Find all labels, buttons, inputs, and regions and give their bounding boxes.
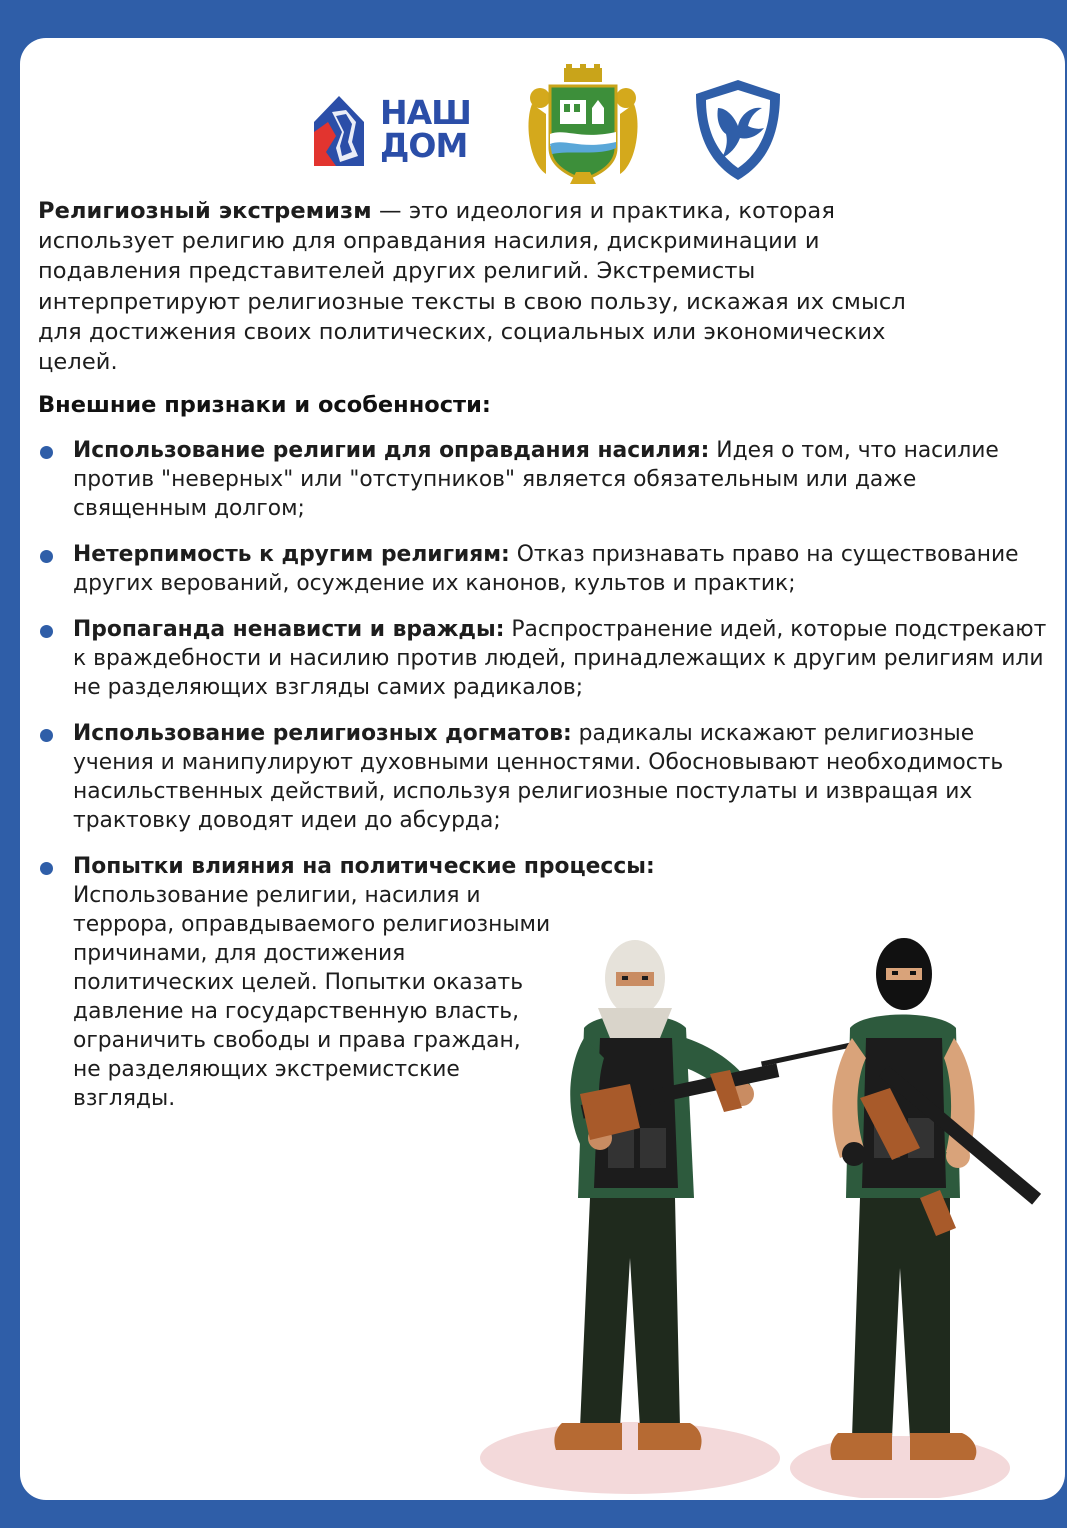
list-item	[38, 615, 1053, 702]
list-item	[38, 540, 1053, 598]
intro-paragraph	[38, 196, 938, 377]
nashdom-logo	[306, 92, 471, 172]
logo-bar	[20, 64, 1065, 194]
shield-dove-icon	[692, 78, 784, 182]
section-title: Внешние признаки и особенности:	[38, 392, 491, 418]
list-item	[38, 719, 1053, 835]
bullet-icon	[40, 729, 53, 742]
feature-text: радикалы искажают религиозные учения и манипулируют духовными ценностями. Обосновывают необходимость насильственных действий, используя религиозные постулаты и извращая их трактовку доводят идеи до абсурда;	[73, 721, 1004, 833]
intro-definition: — это идеология и практика, которая использует религию для оправдания насилия, дискриминации и подавления представителей других религий. Экстремисты интерпретируют религиозные тексты в свою пользу, искажая их смысл для достижения своих политических, социальных или экономических целей.	[38, 198, 906, 376]
armed-militants-illustration	[480, 898, 1065, 1498]
bullet-icon	[40, 862, 53, 875]
feature-text: Отказ признавать право на существование других верований, осуждение их канонов, культов и практик;	[73, 542, 1019, 596]
intro-term: Религиозный экстремизм	[38, 198, 372, 224]
nashdom-line1: НАШ	[380, 93, 471, 132]
nashdom-line2: ДОМ	[380, 126, 468, 165]
militant-left-figure	[554, 940, 889, 1450]
feature-text: Распространение идей, которые подстрекают к враждебности и насилию против людей, принадлежащих к другим религиям или не разделяющих взгляды самих радикалов;	[73, 617, 1047, 700]
feature-text: Идея о том, что насилие против "неверных" или "отступников" является обязательным или даже священным долгом;	[73, 438, 999, 521]
feature-heading: Использование религии для оправдания насилия:	[73, 438, 710, 463]
feature-heading: Пропаганда ненависти и вражды:	[73, 617, 505, 642]
militant-right-figure	[830, 938, 1041, 1460]
bottom-strip	[0, 1528, 1067, 1532]
city-coat-of-arms-icon	[520, 64, 646, 190]
feature-heading: Нетерпимость к другим религиям:	[73, 542, 510, 567]
feature-text: Использование религии, насилия и террора, оправдываемого религиозными причинами, для достижения политических целей. Попытки оказать давление на государственную власть, ограничить свободы и права граждан, не разделяющих экстремистские взгляды.	[73, 883, 551, 1111]
feature-heading: Использование религиозных догматов:	[73, 721, 572, 746]
list-item	[38, 436, 1053, 523]
bullet-icon	[40, 625, 53, 638]
poster-card	[20, 38, 1065, 1500]
house-map-icon	[306, 92, 372, 168]
feature-heading: Попытки влияния на политические процессы:	[73, 854, 655, 879]
nashdom-wordmark	[380, 93, 471, 165]
bullet-icon	[40, 446, 53, 459]
bullet-icon	[40, 550, 53, 563]
